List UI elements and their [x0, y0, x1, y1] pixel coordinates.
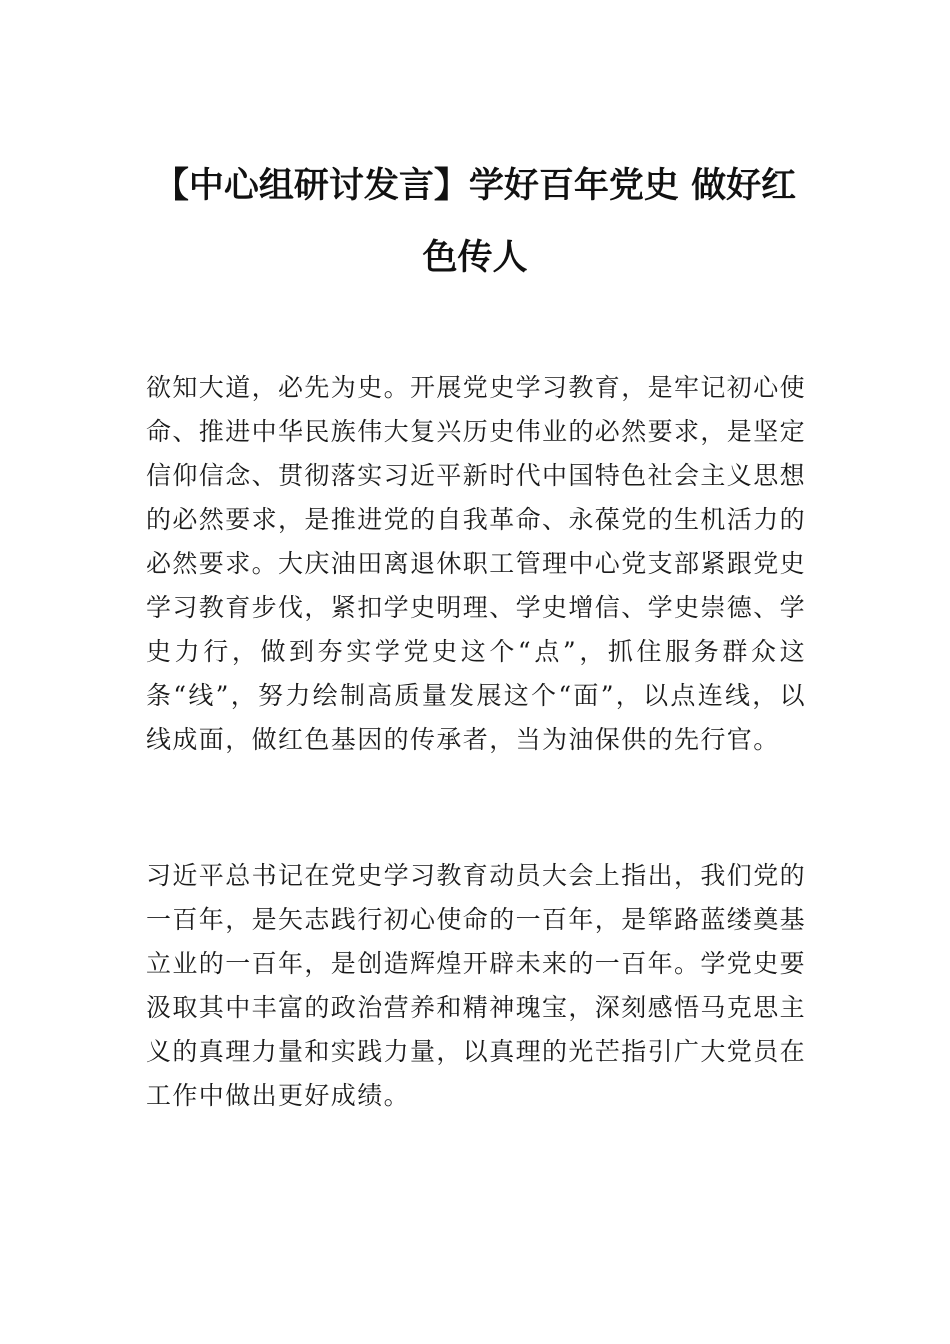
document-title: [120, 150, 830, 294]
body-paragraph-1: 欲知大道，必先为史。开展党史学习教育，是牢记初心使命、推进中华民族伟大复兴历史伟业的必然要求，是坚定信仰信念、贯彻落实习近平新时代中国特色社会主义思想的必然要求，是推进党的自我革命、永葆党的生机活力的必然要求。大庆油田离退休职工管理中心党支部紧跟党史学习教育步伐，紧扣学史明理、学史增信、学史崇德、学史力行，做到夯实学党史这个“点”，抓住服务群众这条“线”，努力绘制高质量发展这个“面”，以点连线，以线成面，做红色基因的传承者，当为油保供的先行官。: [146, 373, 807, 754]
document-title-line-2: 色传人: [422, 238, 528, 278]
body-paragraph-2: 习近平总书记在党史学习教育动员大会上指出，我们党的一百年，是矢志践行初心使命的一百年，是筚路蓝缕奠基立业的一百年，是创造辉煌开辟未来的一百年。学党史要汲取其中丰富的政治营养和精神瑰宝，深刻感悟马克思主义的真理力量和实践力量，以真理的光芒指引广大党员在工作中做出更好成绩。: [146, 861, 807, 1110]
document-title-line-1: 【中心组研讨发言】学好百年党史 做好红: [153, 166, 797, 206]
